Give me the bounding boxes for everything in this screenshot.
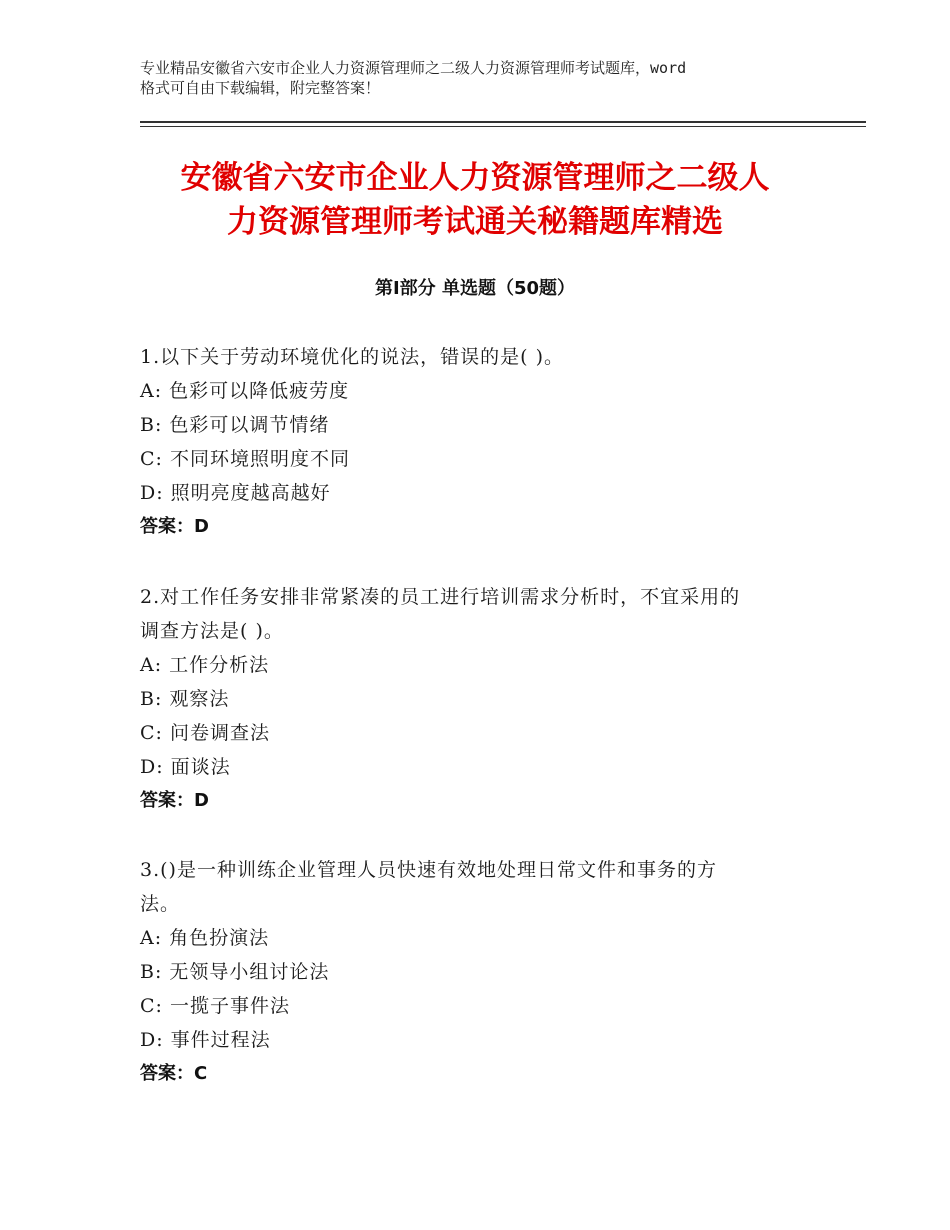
header-divider-thin	[140, 126, 866, 127]
option-d: D: 事件过程法	[140, 1029, 271, 1051]
option-b: B: 无领导小组讨论法	[140, 961, 330, 983]
document-title	[130, 156, 820, 244]
option-c: C: 问卷调查法	[140, 722, 270, 744]
option-a: A: 工作分析法	[140, 654, 270, 676]
option-a: A: 色彩可以降低疲劳度	[140, 380, 350, 402]
option-d: D: 面谈法	[140, 756, 231, 778]
question-block-3	[140, 853, 820, 1091]
question-text-line: 2.对工作任务安排非常紧凑的员工进行培训需求分析时，不宜采用的	[140, 586, 741, 608]
question-block-1	[140, 340, 820, 544]
header-note-line-1: 专业精品安徽省六安市企业人力资源管理师之二级人力资源管理师考试题库，word	[140, 59, 687, 77]
question-block-2	[140, 580, 820, 818]
question-text-line: 调查方法是( )。	[140, 620, 284, 642]
option-b: B: 观察法	[140, 688, 230, 710]
question-text-line: 3.()是一种训练企业管理人员快速有效地处理日常文件和事务的方	[140, 859, 717, 881]
question-text-line: 1.以下关于劳动环境优化的说法，错误的是( )。	[140, 346, 564, 368]
section-title: 第Ⅰ部分 单选题（50题）	[374, 278, 575, 299]
option-c: C: 不同环境照明度不同	[140, 448, 350, 470]
header-note-line-2: 格式可自由下载编辑，附完整答案！	[140, 79, 381, 97]
document-title-line-1: 安徽省六安市企业人力资源管理师之二级人	[180, 160, 770, 196]
header-note	[140, 58, 830, 98]
header-divider-thick	[140, 121, 866, 123]
document-title-line-2: 力资源管理师考试通关秘籍题库精选	[227, 204, 723, 240]
answer-label: 答案：D	[140, 790, 209, 811]
option-d: D: 照明亮度越高越好	[140, 482, 331, 504]
answer-label: 答案：C	[140, 1063, 208, 1084]
option-c: C: 一揽子事件法	[140, 995, 290, 1017]
answer-label: 答案：D	[140, 516, 209, 537]
option-a: A: 角色扮演法	[140, 927, 270, 949]
question-text-line: 法。	[140, 893, 181, 915]
option-b: B: 色彩可以调节情绪	[140, 414, 330, 436]
